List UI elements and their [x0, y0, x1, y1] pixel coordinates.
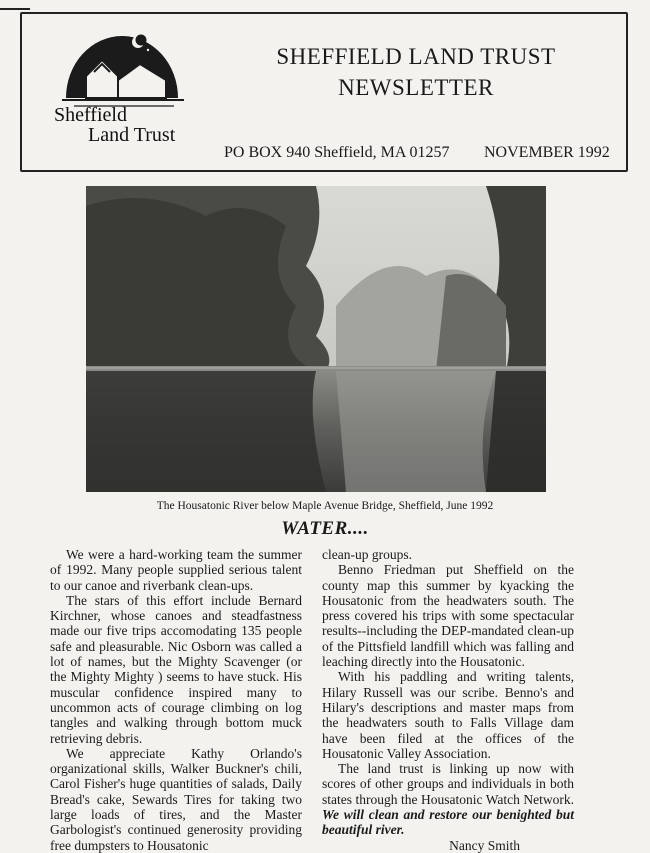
newsletter-title: SHEFFIELD LAND TRUST: [276, 44, 556, 69]
paragraph: We were a hard-working team the summer of 1992. Many people supplied serious talent to our canoe and riverbank clean-ups.: [50, 547, 302, 593]
river-photo-image: [86, 186, 546, 492]
paragraph: We appreciate Kathy Orlando's organizational skills, Walker Buckner's chili, Carol Fisher's huge quantities of salads, Daily Bread's cake, Sewards Tires for taking two large loads of tires, and the Master Garbologist's continued generosity providing free dumpsters to Housatonic: [50, 745, 302, 853]
page-edge-mark: [0, 8, 30, 10]
paragraph: Benno Friedman put Sheffield on the county map this summer by kyacking the Housatonic from the headwaters south. The press covered his trips with some spectacular results--including the DEP-mandated clean-up of the Pittsfield landfill which was falling and leaching directly into the Housatonic.: [322, 562, 574, 670]
newsletter-subtitle: NEWSLETTER: [338, 75, 494, 100]
logo-text-sheffield: Sheffield: [54, 104, 127, 126]
author-signature: Nancy Smith: [449, 837, 520, 853]
logo-text-land-trust: Land Trust: [88, 124, 176, 146]
river-photo: [86, 186, 546, 492]
paragraph: The stars of this effort include Bernard Kirchner, whose canoes and steadfastness made our five trips accomodating 135 people safe and pleasurable. Nic Osborn was called a lot of names, but the Mighty Scavenger (or the Mighty Mighty ) seems to have stuck. His muscular confidence inspired many to uncommon acts of courage climbing on log tangles and walking through bottom muck retrieving debris.: [50, 592, 302, 746]
paragraph: With his paddling and writing talents, Hilary Russell was our scribe. Benno's and Hilary's descriptions and master maps from the headwaters south to Falls Village dam have been filed at the offices of the Housatonic Valley Association.: [322, 669, 574, 761]
photo-caption: The Housatonic River below Maple Avenue Bridge, Sheffield, June 1992: [156, 500, 494, 512]
mailing-address: PO BOX 940 Sheffield, MA 01257: [224, 144, 450, 161]
paragraph-closing: [322, 761, 574, 837]
article-column-right: [322, 547, 574, 853]
article-title: WATER....: [281, 518, 369, 539]
issue-date: NOVEMBER 1992: [484, 144, 610, 161]
closing-text: The land trust is linking up now with scores of other groups and individuals in both states through the Housatonic Watch Network.: [322, 761, 574, 807]
closing-emphasis: We will clean and restore our benighted but beautiful river.: [322, 807, 574, 838]
paragraph-continued: clean-up groups.: [322, 547, 412, 562]
article-column-left: [50, 547, 302, 853]
